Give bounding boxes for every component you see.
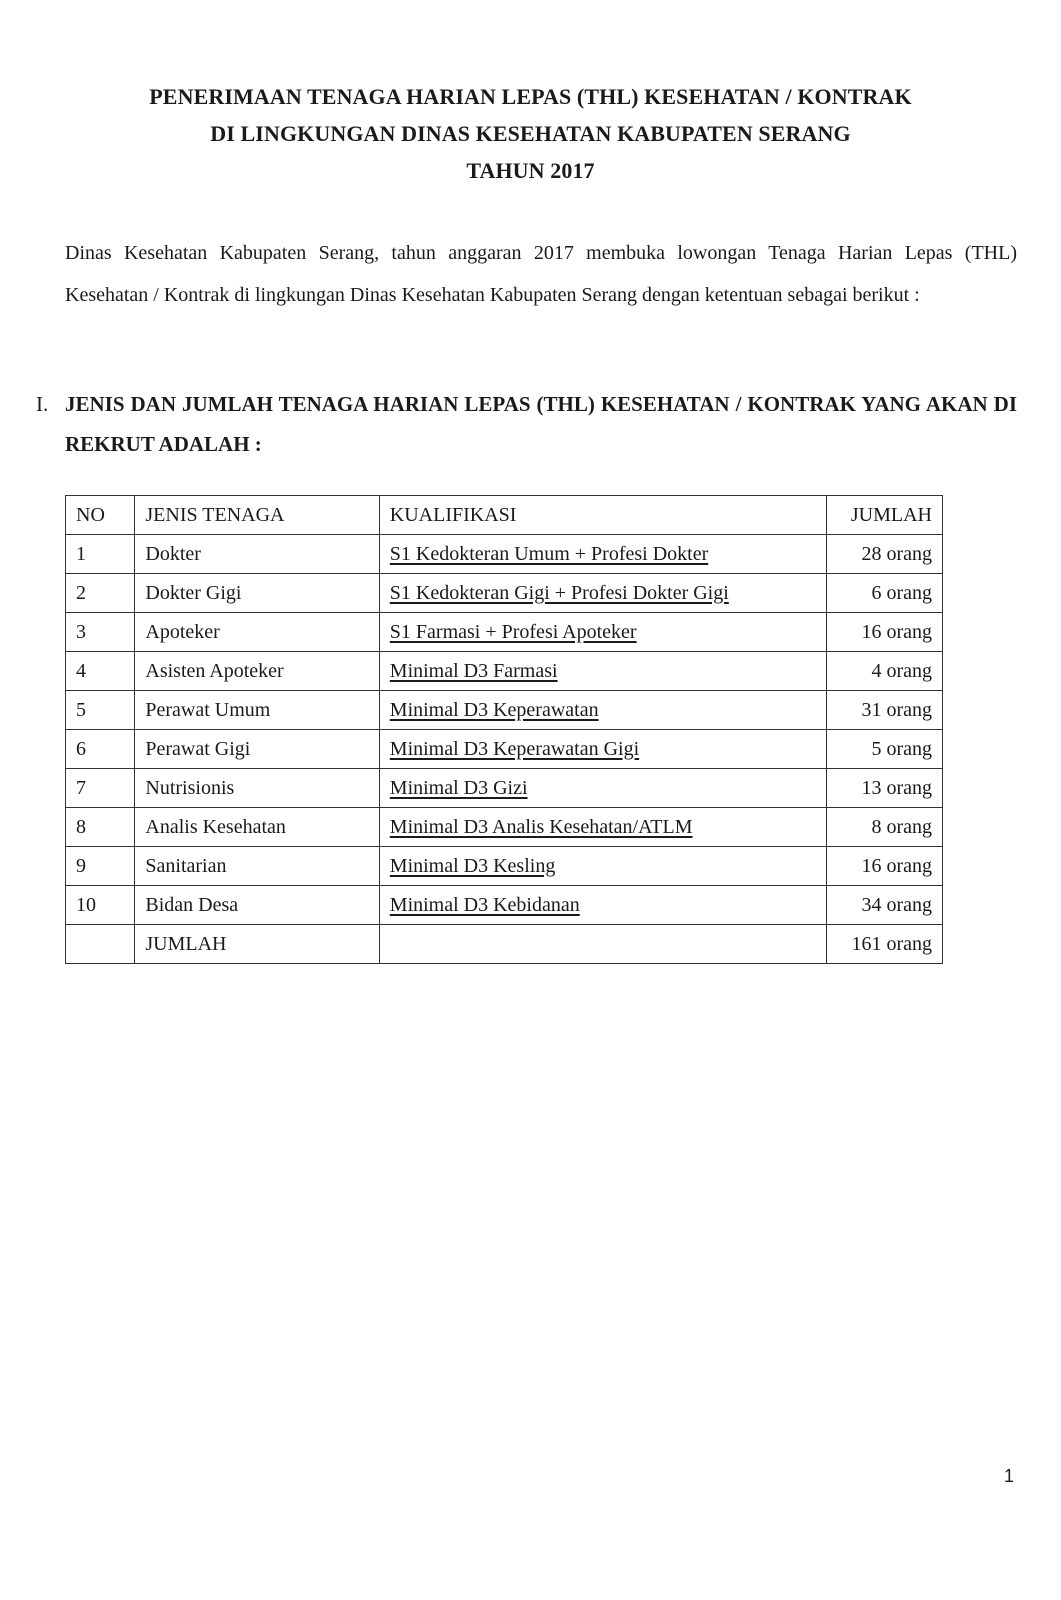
kualifikasi-text: S1 Kedokteran Umum + Profesi Dokter [389, 542, 709, 565]
title-line-1: PENERIMAAN TENAGA HARIAN LEPAS (THL) KESEHATAN / KONTRAK [149, 84, 912, 109]
section-heading [36, 384, 1017, 464]
cell-no: 9 [66, 847, 135, 886]
kualifikasi-text: S1 Kedokteran Gigi + Profesi Dokter Gigi [389, 581, 729, 604]
cell-no: 3 [66, 613, 135, 652]
cell-jumlah: 16 orang [827, 847, 943, 886]
cell-jumlah: 6 orang [827, 574, 943, 613]
table-total-row [66, 925, 943, 964]
total-label: JUMLAH [135, 925, 379, 964]
cell-jumlah: 28 orang [827, 535, 943, 574]
cell-jenis: Perawat Gigi [135, 730, 379, 769]
title-line-2: DI LINGKUNGAN DINAS KESEHATAN KABUPATEN SERANG [210, 121, 851, 146]
kualifikasi-text: Minimal D3 Kesling [389, 854, 556, 877]
document-title [0, 78, 1061, 189]
cell-jenis: Dokter Gigi [135, 574, 379, 613]
cell-kualifikasi [379, 730, 827, 769]
total-value: 161 orang [827, 925, 943, 964]
cell-kualifikasi [379, 613, 827, 652]
cell-kualifikasi [379, 574, 827, 613]
cell-no: 6 [66, 730, 135, 769]
table-row [66, 613, 943, 652]
cell-jenis: Apoteker [135, 613, 379, 652]
recruitment-table [65, 495, 943, 964]
table-row [66, 535, 943, 574]
cell-no: 4 [66, 652, 135, 691]
cell-kualifikasi [379, 886, 827, 925]
cell-jenis: Asisten Apoteker [135, 652, 379, 691]
cell-kualifikasi [379, 769, 827, 808]
title-line-3: TAHUN 2017 [466, 158, 595, 183]
cell-no-empty [66, 925, 135, 964]
cell-no: 1 [66, 535, 135, 574]
table-row [66, 808, 943, 847]
table-row [66, 847, 943, 886]
cell-kualifikasi [379, 535, 827, 574]
cell-jenis: Sanitarian [135, 847, 379, 886]
cell-jumlah: 31 orang [827, 691, 943, 730]
kualifikasi-text: S1 Farmasi + Profesi Apoteker [389, 620, 637, 643]
kualifikasi-text: Minimal D3 Farmasi [389, 659, 558, 682]
header-no: NO [66, 496, 135, 535]
cell-no: 2 [66, 574, 135, 613]
cell-jumlah: 34 orang [827, 886, 943, 925]
cell-kualifikasi [379, 652, 827, 691]
table-header-row [66, 496, 943, 535]
cell-jenis: Dokter [135, 535, 379, 574]
cell-jenis: Analis Kesehatan [135, 808, 379, 847]
cell-jumlah: 16 orang [827, 613, 943, 652]
intro-paragraph: Dinas Kesehatan Kabupaten Serang, tahun anggaran 2017 membuka lowongan Tenaga Harian Lepas (THL) Kesehatan / Kontrak di lingkungan Dinas Kesehatan Kabupaten Serang dengan ketentuan sebagai berikut : [65, 242, 1017, 306]
cell-jenis: Perawat Umum [135, 691, 379, 730]
cell-no: 8 [66, 808, 135, 847]
table-row [66, 730, 943, 769]
kualifikasi-text: Minimal D3 Keperawatan Gigi [389, 737, 640, 760]
page-number: 1 [1004, 1466, 1015, 1486]
header-jenis-tenaga: JENIS TENAGA [135, 496, 379, 535]
table-row [66, 886, 943, 925]
cell-kualifikasi [379, 691, 827, 730]
cell-jumlah: 5 orang [827, 730, 943, 769]
cell-jumlah: 8 orang [827, 808, 943, 847]
kualifikasi-text: Minimal D3 Gizi [389, 776, 528, 799]
section-number: I. [36, 392, 49, 416]
header-kualifikasi: KUALIFIKASI [379, 496, 827, 535]
kualifikasi-text: Minimal D3 Keperawatan [389, 698, 599, 721]
cell-no: 5 [66, 691, 135, 730]
cell-no: 10 [66, 886, 135, 925]
cell-jumlah: 4 orang [827, 652, 943, 691]
section-heading-text: JENIS DAN JUMLAH TENAGA HARIAN LEPAS (THL) KESEHATAN / KONTRAK YANG AKAN DI REKRUT ADALAH : [65, 392, 1017, 456]
table-row [66, 691, 943, 730]
kualifikasi-text: Minimal D3 Analis Kesehatan/ATLM [389, 815, 693, 838]
table-row [66, 652, 943, 691]
table-row [66, 574, 943, 613]
kualifikasi-text: Minimal D3 Kebidanan [389, 893, 580, 916]
cell-jenis: Nutrisionis [135, 769, 379, 808]
cell-jumlah: 13 orang [827, 769, 943, 808]
cell-no: 7 [66, 769, 135, 808]
cell-kualifikasi [379, 847, 827, 886]
cell-kualifikasi [379, 808, 827, 847]
header-jumlah: JUMLAH [827, 496, 943, 535]
table-row [66, 769, 943, 808]
cell-kualifikasi-empty [379, 925, 827, 964]
cell-jenis: Bidan Desa [135, 886, 379, 925]
